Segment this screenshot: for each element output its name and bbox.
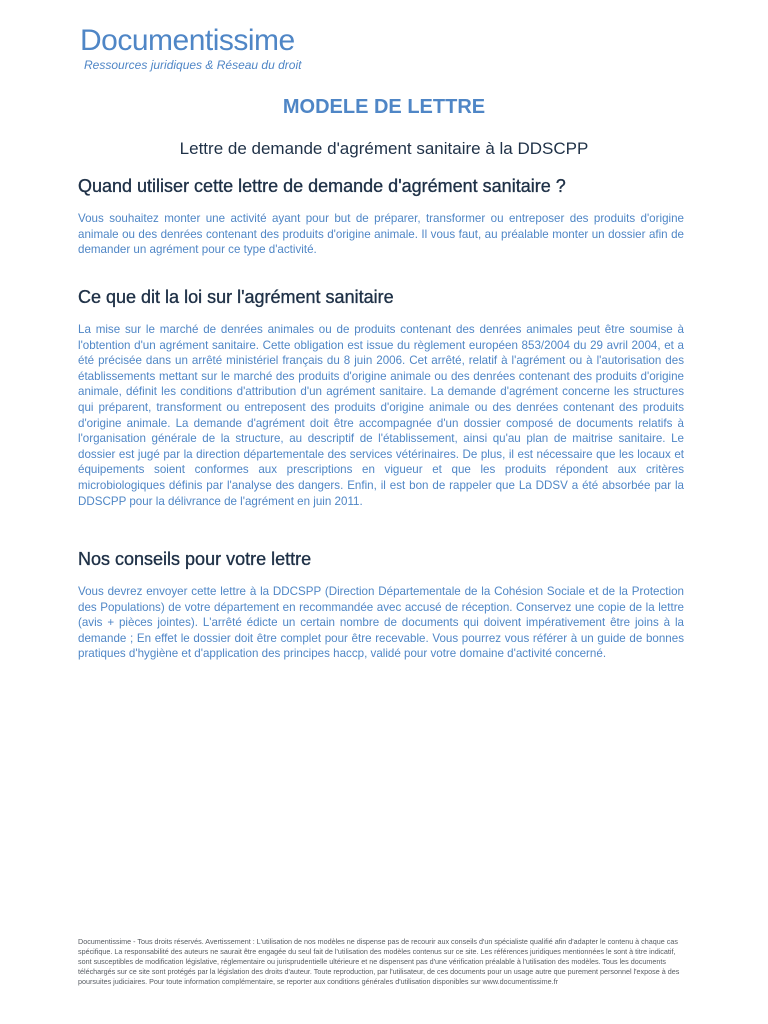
section-body: Vous devrez envoyer cette lettre à la DDCSPP (Direction Départementale de la Cohésion Sociale et de la Protection des Populations) de votre département en recommandée avec accusé de réception. Conservez une copie de la lettre (avis + pièces jointes). L'arrêté édicte un certain nombre de documents qui doivent impérativement être joins à la demande ; En effet le dossier doit être complet pour être recevable. Vous pourrez vous référer à un guide de bonnes pratiques d'hygiène et d'application des principes haccp, validé pour votre domaine d'activité concerné. [78, 585, 684, 661]
legal-footer: Documentissime - Tous droits réservés. Avertissement : L'utilisation de nos modèles ne dispense pas de recourir aux conseils d'un spécialiste qualifié afin d'adapter le contenu à chaque cas spécifique. La responsabilité des auteurs ne saurait être engagée du seul fait de l'utilisation des modèles contenus sur ce site. Les références juridiques mentionnées le sont à titre indicatif, sont susceptibles de modification législative, réglementaire ou jurisprudentielle ultérieure et ne dispensent pas d'une vérification préalable à l'utilisation des modèles. Tous les documents téléchargés sur ce site sont protégés par la législation des droits d'auteur. Toute reproduction, par l'utilisateur, de ces documents pour un usage autre que purement personnel l'expose à des poursuites judiciaires. Pour toute information complémentaire, se reporter aux conditions générales d'utilisation disponibles sur www.documentissime.fr [78, 937, 680, 986]
document-title: Lettre de demande d'agrément sanitaire à la DDSCPP [179, 139, 589, 158]
brand-logo [80, 24, 301, 72]
section-when-to-use [78, 176, 684, 258]
section-body: Vous souhaitez monter une activité ayant pour but de préparer, transformer ou entreposer des produits d'origine animale ou des denrées contenant des produits d'origine animale. Il vous faut, au préalable monter un dossier afin de demander un agrément pour ce type d'activité. [78, 212, 684, 257]
section-heading: Nos conseils pour votre lettre [78, 549, 312, 569]
section-advice [78, 549, 684, 662]
brand-tagline: Ressources juridiques & Réseau du droit [84, 58, 302, 72]
section-heading: Quand utiliser cette lettre de demande d'agrément sanitaire ? [78, 176, 566, 196]
brand-name: Documentissime [80, 24, 295, 57]
document-type: MODELE DE LETTRE [282, 96, 486, 118]
section-heading: Ce que dit la loi sur l'agrément sanitaire [78, 287, 394, 307]
section-body: La mise sur le marché de denrées animales ou de produits contenant des denrées animales peut être soumise à l'obtention d'un agrément sanitaire. Cette obligation est issue du règlement européen 853/2004 du 29 avril 2004, et a été précisée dans un arrêté ministériel français du 8 juin 2006. Cet arrêté, relatif à l'agrément ou à l'autorisation des établissements mettant sur le marché des produits d'origine animale ou des denrées contenant des produits d'origine animale, définit les conditions d'attribution d'un agrément sanitaire. La demande d'agrément concerne les structures qui préparent, transforment ou entreposent des produits d'origine animale ou des denrées contenant des produits d'origine animale. La demande d'agrément doit être accompagnée d'un dossier composé de documents relatifs à l'organisation générale de la structure, au descriptif de l'établissement, ainsi qu'au plan de maitrise sanitaire. Le dossier est jugé par la direction départementale des services vétérinaires. De plus, il est nécessaire que les locaux et équipements soient conformes aux prescriptions en vigueur et que les produits répondent aux critères microbiologiques définis par l'analyse des dangers. Enfin, il est bon de rappeler que La DDSV a été absorbée par la DDSCPP pour la délivrance de l'agrément en juin 2011. [78, 323, 684, 508]
section-law [78, 287, 684, 509]
